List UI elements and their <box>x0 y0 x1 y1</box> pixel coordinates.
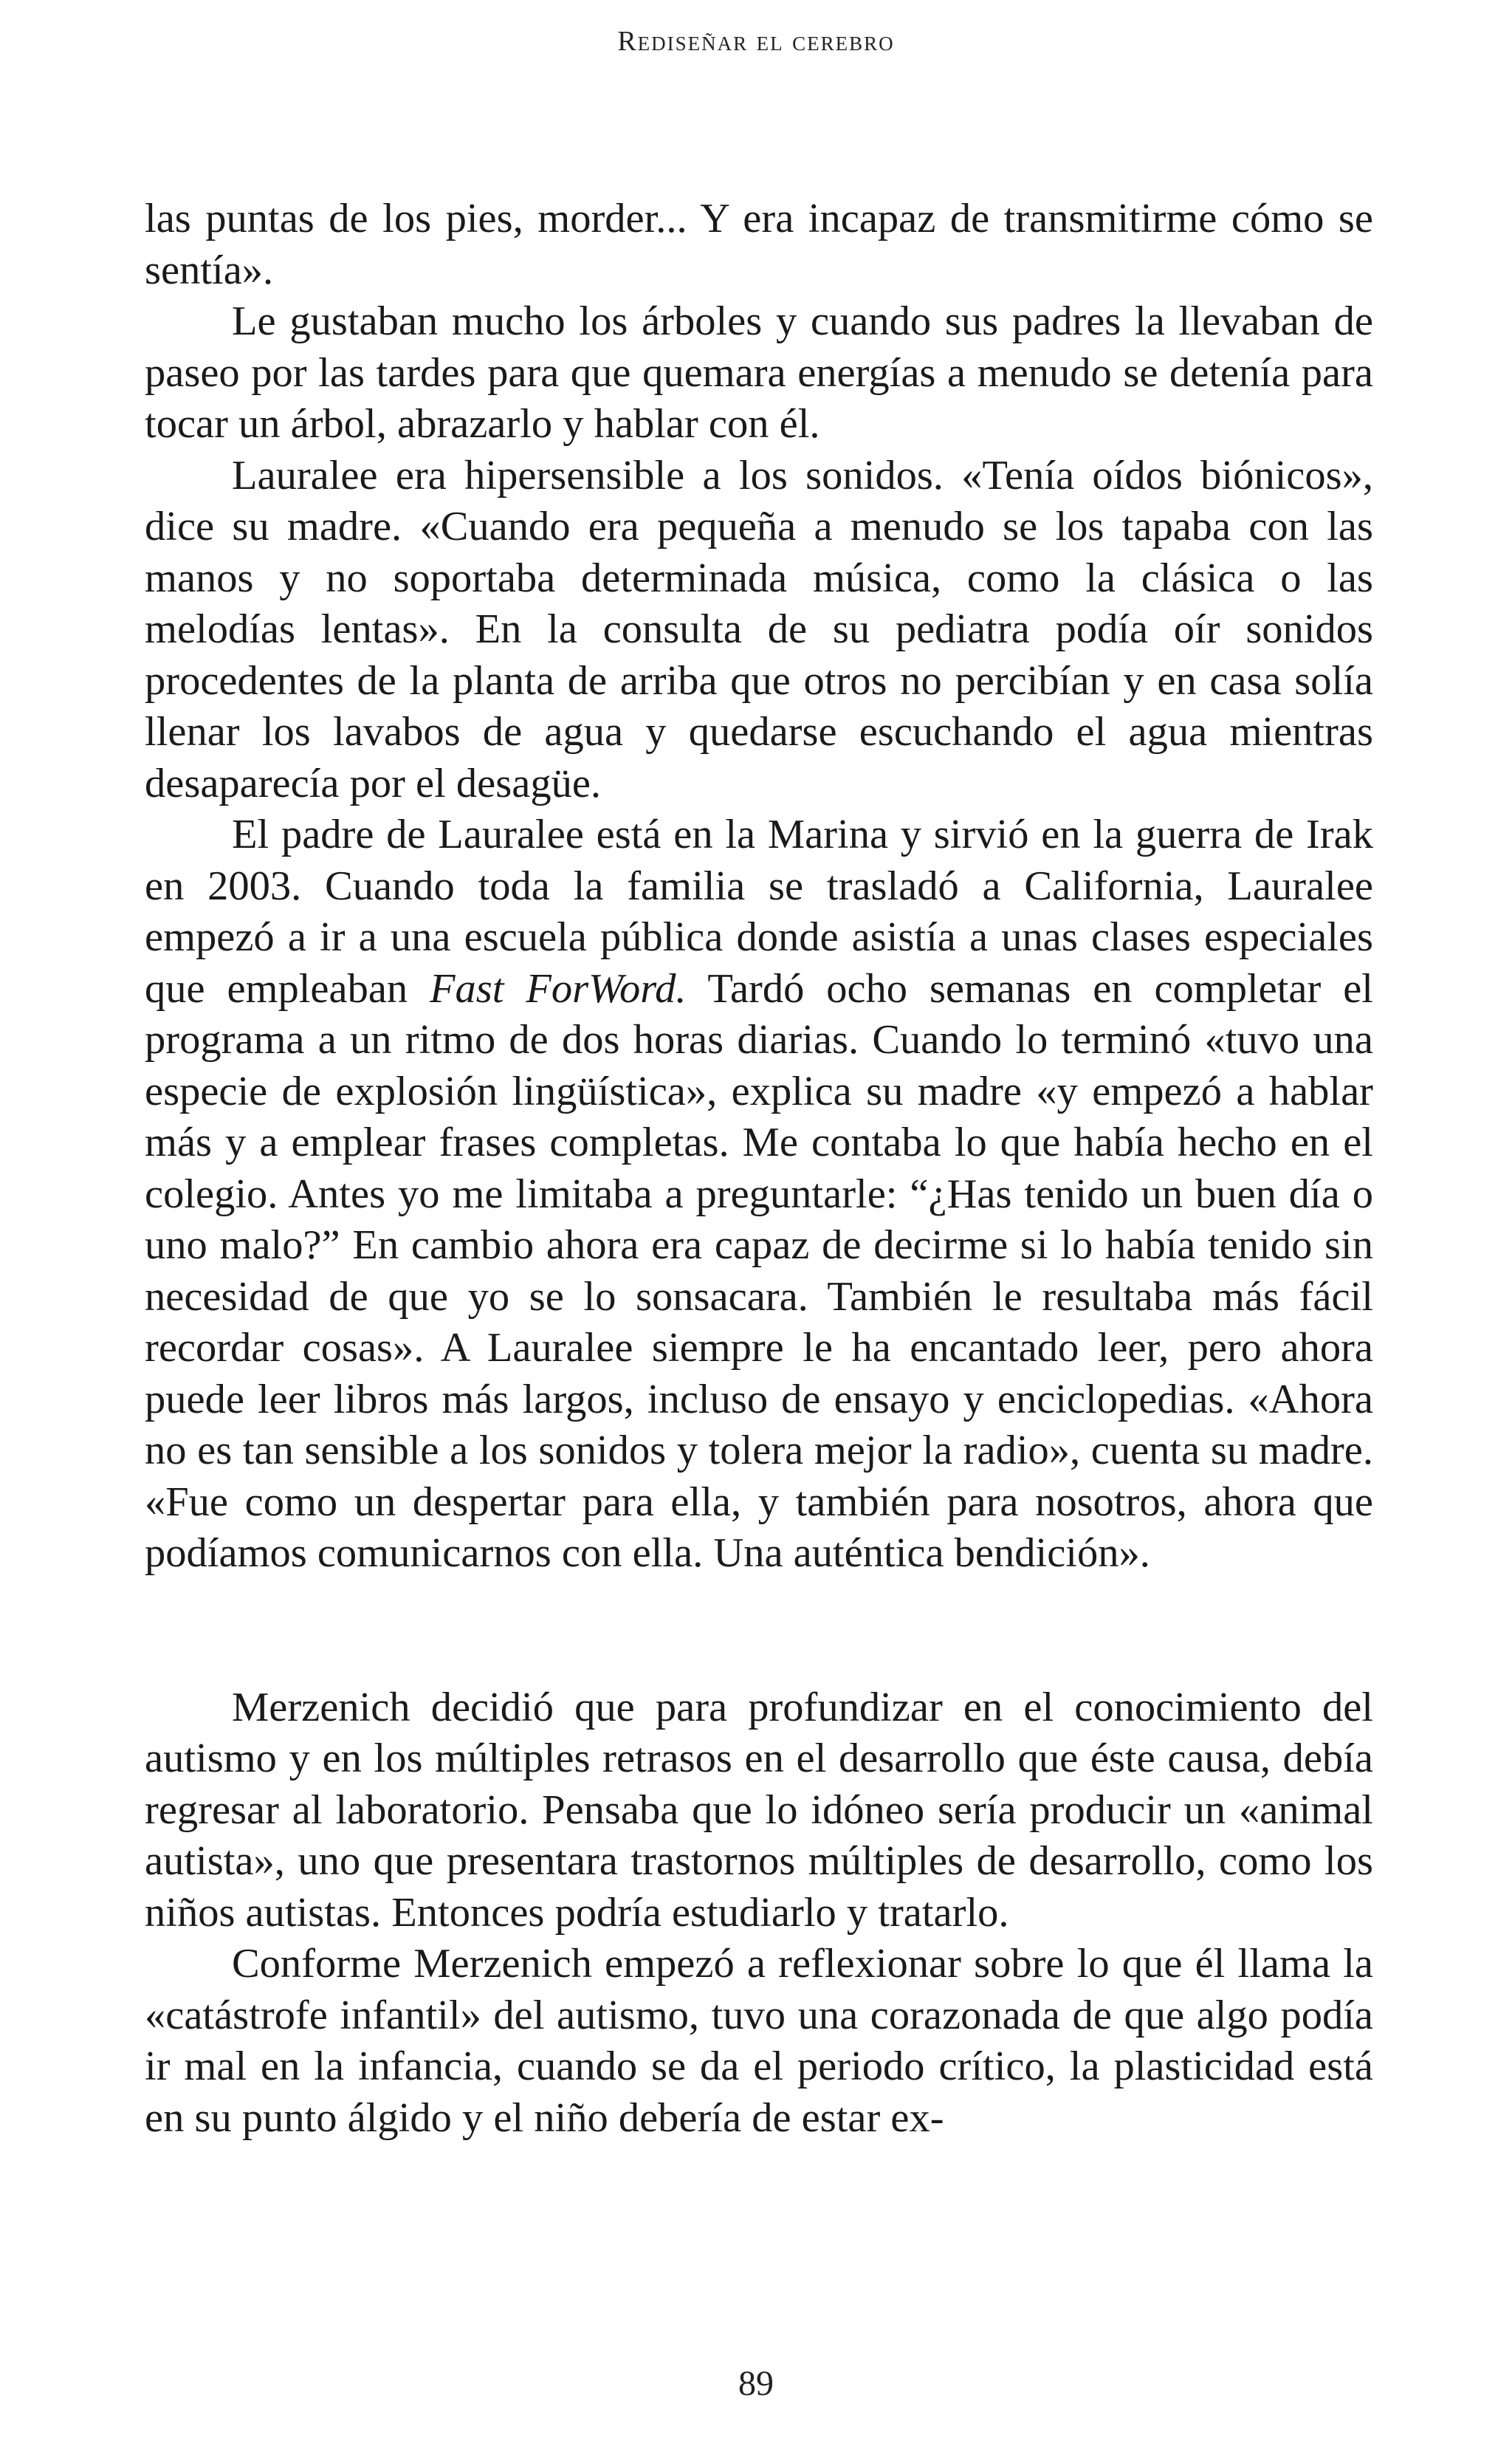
paragraph-catastrophe: Conforme Merzenich empezó a reflexionar sobre lo que él llama la «catástrofe infantil» del autismo, tuvo una corazonada de que algo podía ir mal en la infancia, cuando se da el periodo crítico, la plasticidad está en su punto álgido y el niño debería de estar ex- <box>145 1941 1373 2141</box>
program-title-italic: Fast ForWord. <box>430 965 687 1012</box>
body-text <box>145 193 1373 2144</box>
running-head: Rediseñar el cerebro <box>617 26 895 57</box>
paragraph-continuation: las puntas de los pies, morder... Y era incapaz de transmitirme cómo se sentía». <box>145 196 1373 293</box>
paragraph-merzenich-lab: Merzenich decidió que para profundizar en el conocimiento del autismo y en los múltiples retrasos en el desarrollo que éste causa, debía regresar al laboratorio. Pensaba que lo idóneo sería producir un «animal autista», uno que presentara trastornos múltiples de desarrollo, como los niños autistas. Entonces podría estudiarlo y tratarlo. <box>145 1684 1373 1936</box>
paragraph-trees: Le gustaban mucho los árboles y cuando sus padres la llevaban de paseo por las tardes para que quemara energías a menudo se detenía para tocar un árbol, abrazarlo y hablar con él. <box>145 298 1373 447</box>
paragraph-sounds: Lauralee era hipersensible a los sonidos. «Tenía oídos biónicos», dice su madre. «Cuando era pequeña a menudo se los tapaba con las manos y no soportaba determinada música, como la clásica o las melodías lentas». En la consulta de su pediatra podía oír sonidos procedentes de la planta de arriba que otros no percibían y en casa solía llenar los lavabos de agua y quedarse escuchando el agua mientras desaparecía por el desagüe. <box>145 452 1373 806</box>
paragraph-text-after: Tardó ocho semanas en completar el programa a un ritmo de dos horas diarias. Cuando lo terminó «tuvo una especie de explosión lingüística», explica su madre «y empezó a hablar más y a emplear frases completas. Me contaba lo que había hecho en el colegio. Antes yo me limitaba a preguntarle: “¿Has tenido un buen día o uno malo?” En cambio ahora era capaz de decirme si lo había tenido sin necesidad de que yo se lo sonsacara. También le resultaba más fácil recordar cosas». A Lauralee siempre le ha encantado leer, pero ahora puede leer libros más largos, incluso de ensayo y enciclopedias. «Ahora no es tan sensible a los sonidos y tolera mejor la radio», cuenta su madre. «Fue como un despertar para ella, y también para nosotros, ahora que podíamos comunicarnos con ella. Una auténtica bendición». <box>145 965 1373 1576</box>
paragraph-fast-forword <box>145 809 1373 1580</box>
paragraph-text-before: El padre de Lauralee está en la Marina y sirvió en la guerra de Irak en 2003. Cuando toda la familia se trasladó a California, Lauralee empezó a ir a una escuela pública donde asistía a unas clases especiales que empleaban <box>145 812 1373 1012</box>
page-number: 89 <box>738 2364 774 2403</box>
